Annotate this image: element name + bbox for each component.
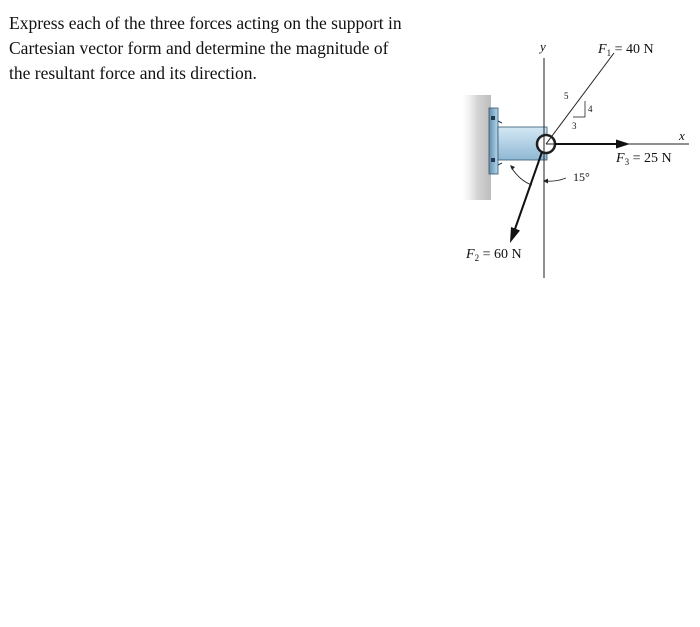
slope-triangle [564,91,593,131]
problem-line-3: the resultant force and its direction. [9,63,257,83]
angle-arc [510,165,566,185]
f1-label: $F_1 = 40$ N [598,42,654,58]
angle-label: 15° [573,170,590,184]
wall [462,95,491,200]
slope-run-label: 3 [572,121,577,131]
x-axis-label: x [679,128,685,143]
problem-line-1: Express each of the three forces acting on the support in [9,13,402,33]
f3-label: $F_3 = 25$ N [616,151,672,167]
f3-arrow [555,140,630,149]
problem-line-2: Cartesian vector form and determine the magnitude of [9,38,389,58]
support-bracket [489,108,555,174]
slope-hyp-label: 5 [564,91,569,101]
slope-rise-label: 4 [588,104,593,114]
f2-arrow [510,152,542,243]
f2-label: $F_2 = 60$ N [466,247,522,263]
y-axis-label: y [540,39,546,54]
f1-force-line [546,53,614,144]
